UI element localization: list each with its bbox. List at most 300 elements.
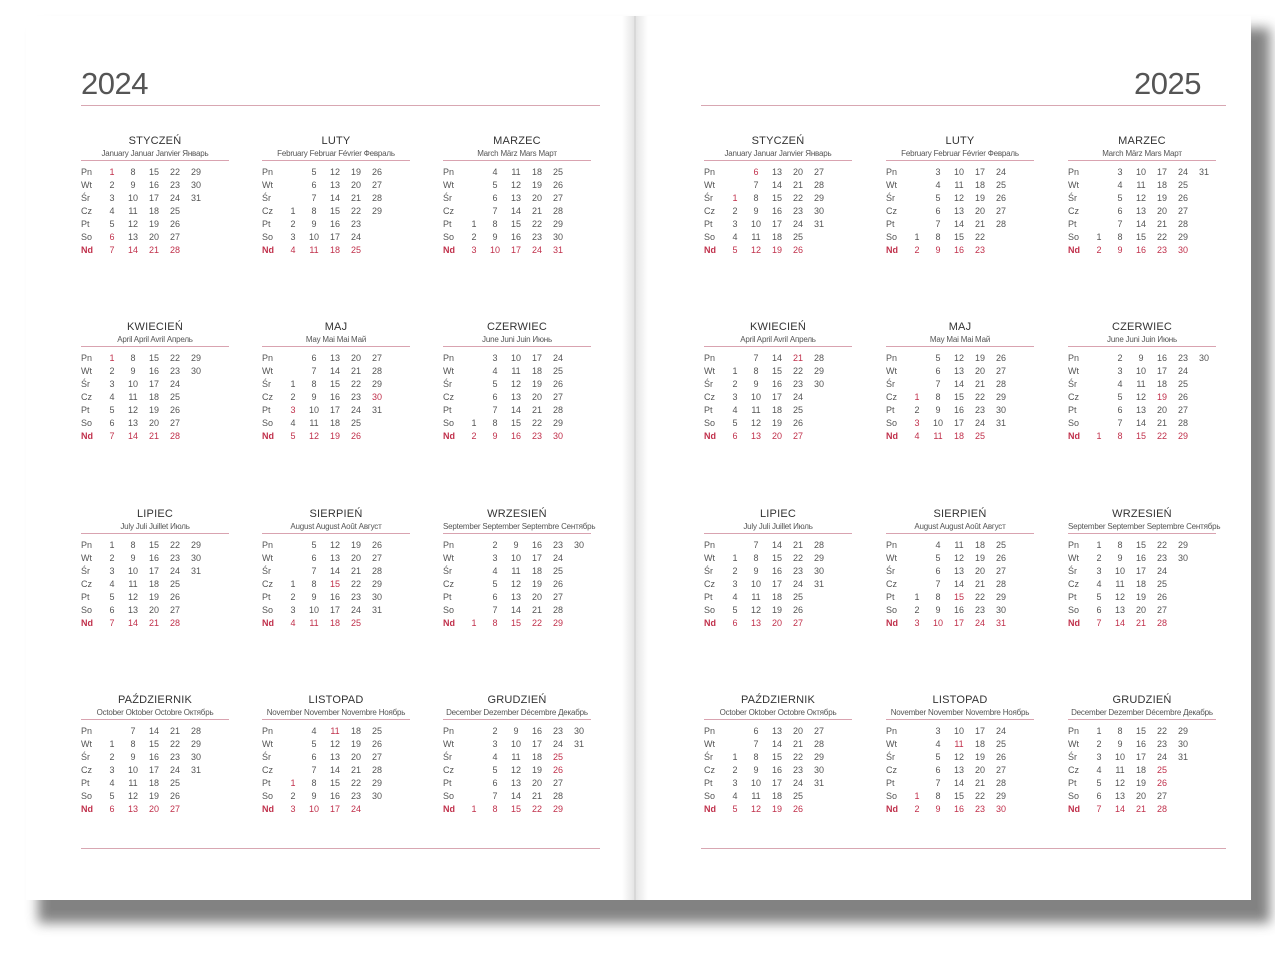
day-cell: 11 [511, 566, 521, 576]
weekday-label: Nd [1068, 804, 1080, 814]
day-cell: 14 [1135, 219, 1146, 229]
weekday-row [81, 379, 233, 392]
day-cell: 1 [471, 804, 477, 814]
day-cell: 17 [329, 804, 340, 814]
month-translations: July Juli Juillet Июль [743, 522, 813, 531]
day-cell: 2 [732, 566, 738, 576]
day-cell: 15 [510, 618, 521, 628]
day-cell: 25 [1156, 765, 1167, 775]
weekday-label: Cz [704, 579, 715, 589]
day-cell: 27 [813, 726, 824, 736]
weekday-label: So [81, 605, 93, 615]
day-cell: 23 [1156, 245, 1167, 255]
day-cell: 24 [1156, 752, 1167, 762]
day-cell: 21 [974, 219, 985, 229]
weekday-label: Śr [1068, 193, 1077, 203]
weekday-row [443, 219, 595, 232]
weekday-label: Nd [1068, 618, 1080, 628]
weekday-label: Cz [1068, 579, 1079, 589]
day-cell: 13 [750, 618, 761, 628]
day-cell: 20 [350, 553, 361, 563]
day-cell: 11 [1136, 180, 1146, 190]
day-cell: 8 [1117, 431, 1123, 441]
day-cell: 24 [350, 605, 361, 615]
day-cell: 27 [552, 392, 563, 402]
day-cell: 18 [1135, 765, 1146, 775]
day-cell: 7 [1096, 618, 1102, 628]
day-cell: 6 [1117, 405, 1123, 415]
day-cell: 3 [1096, 752, 1102, 762]
day-cell: 14 [127, 618, 138, 628]
day-cell: 11 [128, 579, 138, 589]
weekday-row [1068, 418, 1220, 431]
day-cell: 26 [169, 791, 180, 801]
weekday-label: Pn [704, 167, 716, 177]
day-cell: 25 [1177, 180, 1188, 190]
day-cell: 29 [1177, 431, 1188, 441]
day-cell: 30 [995, 405, 1006, 415]
weekday-row [81, 193, 233, 206]
day-cell: 21 [531, 405, 542, 415]
day-cell: 19 [1156, 193, 1167, 203]
weekday-label: Cz [704, 392, 715, 402]
day-cell: 1 [1096, 726, 1102, 736]
day-cell: 22 [531, 418, 542, 428]
day-cell: 7 [109, 245, 115, 255]
day-cell: 20 [771, 431, 782, 441]
day-cell: 29 [190, 739, 201, 749]
weekday-label: Pt [443, 778, 452, 788]
month-rule [443, 533, 591, 534]
day-cell: 12 [750, 804, 761, 814]
day-cell: 24 [995, 726, 1006, 736]
day-cell: 12 [750, 245, 761, 255]
weekday-row [81, 592, 233, 605]
day-cell: 19 [531, 579, 542, 589]
day-cell: 19 [771, 605, 782, 615]
day-cell: 6 [311, 180, 317, 190]
day-cell: 28 [995, 778, 1006, 788]
day-cell: 25 [169, 579, 180, 589]
day-cell: 18 [974, 540, 985, 550]
weekday-row [1068, 765, 1220, 778]
day-cell: 15 [148, 540, 159, 550]
weekday-label: Pt [262, 592, 271, 602]
weekday-row [1068, 566, 1220, 579]
day-cell: 20 [531, 392, 542, 402]
weekday-label: Pn [81, 167, 93, 177]
day-cell: 28 [1156, 618, 1167, 628]
day-cell: 3 [935, 726, 941, 736]
day-cell: 15 [329, 379, 340, 389]
weekday-label: Wt [886, 180, 897, 190]
day-cell: 19 [974, 553, 985, 563]
day-cell: 15 [1135, 232, 1146, 242]
weekday-label: So [443, 791, 455, 801]
day-cell: 27 [995, 566, 1006, 576]
weekday-row [443, 366, 595, 379]
day-cell: 27 [552, 193, 563, 203]
day-cell: 6 [732, 618, 738, 628]
day-cell: 22 [169, 739, 180, 749]
weekday-row [704, 765, 856, 778]
day-cell: 14 [1114, 618, 1125, 628]
month-name: STYCZEŃ [128, 135, 182, 147]
month-translations: September September Septembre Сентябрь [1068, 522, 1221, 531]
day-cell: 15 [329, 206, 340, 216]
day-cell: 26 [995, 193, 1006, 203]
day-cell: 24 [792, 778, 803, 788]
weekday-label: Nd [262, 245, 274, 255]
day-cell: 25 [792, 791, 803, 801]
weekday-row [1068, 804, 1220, 817]
weekday-label: Pn [262, 540, 274, 550]
day-cell: 27 [995, 366, 1006, 376]
day-cell: 18 [531, 167, 542, 177]
day-cell: 20 [350, 752, 361, 762]
day-cell: 6 [732, 431, 738, 441]
day-cell: 3 [1117, 366, 1123, 376]
weekday-row [443, 791, 595, 804]
day-cell: 10 [750, 219, 761, 229]
weekday-row [262, 752, 414, 765]
day-cell: 6 [935, 765, 941, 775]
weekday-label: Cz [443, 765, 454, 775]
day-cell: 23 [350, 219, 361, 229]
day-cell: 24 [169, 193, 180, 203]
weekday-label: Pt [1068, 592, 1077, 602]
day-cell: 17 [1135, 752, 1146, 762]
day-cell: 22 [974, 232, 985, 242]
weekday-label: Pt [1068, 219, 1077, 229]
day-cell: 19 [974, 193, 985, 203]
day-cell: 9 [130, 180, 136, 190]
weekday-label: Cz [81, 765, 92, 775]
day-cell: 13 [329, 353, 340, 363]
day-cell: 5 [732, 804, 738, 814]
day-cell: 25 [169, 206, 180, 216]
day-cell: 29 [995, 791, 1006, 801]
weekday-label: Nd [443, 245, 455, 255]
day-cell: 12 [510, 579, 521, 589]
day-cell: 28 [552, 791, 563, 801]
weekday-row [704, 392, 856, 405]
day-cell: 19 [148, 791, 159, 801]
weekday-row [81, 540, 233, 553]
day-cell: 20 [974, 765, 985, 775]
weekday-row [443, 726, 595, 739]
weekday-row [704, 618, 856, 631]
weekday-row [1068, 605, 1220, 618]
day-cell: 14 [771, 353, 782, 363]
day-cell: 16 [148, 366, 159, 376]
day-cell: 17 [329, 405, 340, 415]
month-block [262, 321, 414, 451]
day-cell: 28 [190, 726, 201, 736]
day-cell: 24 [552, 739, 563, 749]
day-cell: 29 [552, 418, 563, 428]
weekday-label: Pt [81, 405, 90, 415]
day-cell: 10 [932, 618, 943, 628]
day-cell: 4 [732, 791, 738, 801]
day-cell: 6 [311, 353, 317, 363]
weekday-row [262, 579, 414, 592]
day-cell: 15 [148, 739, 159, 749]
day-cell: 14 [510, 405, 521, 415]
day-cell: 28 [371, 765, 382, 775]
weekday-label: Pt [704, 592, 713, 602]
weekday-label: Pn [262, 726, 274, 736]
weekday-row [886, 366, 1038, 379]
day-cell: 13 [127, 418, 138, 428]
weekday-label: Wt [704, 553, 715, 563]
month-rule [704, 160, 852, 161]
weekday-row [1068, 540, 1220, 553]
weekday-label: Pt [886, 219, 895, 229]
day-cell: 12 [1135, 193, 1146, 203]
day-cell: 3 [732, 579, 738, 589]
month-block [443, 321, 595, 451]
day-cell: 24 [995, 167, 1006, 177]
day-cell: 2 [914, 804, 920, 814]
weekday-row [1068, 553, 1220, 566]
weekday-row [886, 592, 1038, 605]
day-cell: 26 [552, 379, 563, 389]
day-cell: 2 [471, 232, 477, 242]
weekday-row [81, 791, 233, 804]
month-translations: October Oktober Octobre Октябрь [96, 708, 214, 717]
day-cell: 12 [750, 605, 761, 615]
day-cell: 22 [169, 167, 180, 177]
day-cell: 13 [510, 778, 521, 788]
day-cell: 26 [1177, 193, 1188, 203]
weekday-label: Nd [1068, 431, 1080, 441]
day-cell: 12 [329, 540, 340, 550]
day-cell: 2 [290, 791, 296, 801]
weekday-row [81, 245, 233, 258]
day-cell: 13 [1114, 605, 1125, 615]
day-cell: 21 [974, 579, 985, 589]
day-cell: 4 [290, 245, 296, 255]
day-cell: 15 [771, 752, 782, 762]
day-cell: 29 [371, 778, 382, 788]
day-cell: 21 [792, 540, 803, 550]
day-cell: 28 [552, 405, 563, 415]
month-name: MARZEC [493, 135, 541, 147]
weekday-row [886, 245, 1038, 258]
day-cell: 5 [1117, 193, 1123, 203]
day-cell: 19 [1156, 392, 1167, 402]
weekday-label: Śr [704, 379, 713, 389]
day-cell: 27 [813, 167, 824, 177]
day-cell: 3 [732, 219, 738, 229]
weekday-row [886, 739, 1038, 752]
day-cell: 18 [329, 418, 340, 428]
weekday-row [1068, 167, 1220, 180]
weekday-label: So [1068, 605, 1080, 615]
day-cell: 17 [531, 353, 542, 363]
month-rule [1068, 719, 1216, 720]
day-cell: 12 [750, 418, 761, 428]
weekday-label: Pn [81, 726, 93, 736]
day-cell: 2 [290, 392, 296, 402]
day-cell: 14 [953, 379, 964, 389]
day-cell: 8 [492, 219, 498, 229]
day-cell: 8 [311, 206, 317, 216]
weekday-row [443, 245, 595, 258]
day-cell: 21 [148, 431, 159, 441]
day-cell: 10 [510, 553, 521, 563]
day-cell: 8 [130, 167, 136, 177]
weekday-row [81, 765, 233, 778]
day-cell: 3 [914, 618, 920, 628]
day-cell: 30 [1177, 739, 1188, 749]
day-cell: 30 [190, 366, 201, 376]
weekday-label: Nd [262, 804, 274, 814]
day-cell: 11 [309, 245, 319, 255]
day-cell: 14 [510, 605, 521, 615]
day-cell: 12 [127, 405, 138, 415]
weekday-label: Śr [81, 193, 90, 203]
day-cell: 10 [953, 726, 964, 736]
day-cell: 19 [771, 418, 782, 428]
day-cell: 25 [371, 726, 382, 736]
day-cell: 19 [329, 431, 340, 441]
weekday-label: Wt [1068, 739, 1079, 749]
day-cell: 7 [753, 353, 759, 363]
day-cell: 27 [995, 765, 1006, 775]
day-cell: 27 [1156, 605, 1167, 615]
day-cell: 27 [792, 431, 803, 441]
day-cell: 8 [1117, 726, 1123, 736]
day-cell: 26 [995, 752, 1006, 762]
day-cell: 17 [974, 167, 985, 177]
day-cell: 23 [1156, 739, 1167, 749]
day-cell: 21 [1135, 618, 1146, 628]
weekday-label: Wt [81, 366, 92, 376]
day-cell: 5 [311, 167, 317, 177]
day-cell: 25 [350, 245, 361, 255]
header-rule [701, 105, 1226, 106]
day-cell: 24 [350, 405, 361, 415]
day-cell: 24 [974, 618, 985, 628]
day-cell: 29 [1177, 726, 1188, 736]
month-rule [443, 719, 591, 720]
day-cell: 18 [771, 232, 782, 242]
day-cell: 11 [1115, 765, 1125, 775]
weekday-row [262, 193, 414, 206]
weekday-label: Pt [886, 778, 895, 788]
day-cell: 31 [371, 405, 382, 415]
day-cell: 18 [148, 206, 159, 216]
weekday-row [1068, 379, 1220, 392]
weekday-row [704, 553, 856, 566]
month-rule [262, 346, 410, 347]
day-cell: 13 [127, 232, 138, 242]
day-cell: 11 [511, 366, 521, 376]
day-cell: 1 [914, 592, 920, 602]
day-cell: 15 [329, 579, 340, 589]
month-block [262, 135, 414, 265]
day-cell: 25 [350, 418, 361, 428]
day-cell: 17 [148, 379, 159, 389]
day-cell: 12 [953, 353, 964, 363]
month-block [81, 508, 233, 638]
day-cell: 10 [750, 392, 761, 402]
weekday-row [886, 726, 1038, 739]
day-cell: 27 [371, 353, 382, 363]
day-cell: 21 [531, 791, 542, 801]
day-cell: 21 [792, 353, 803, 363]
day-cell: 9 [130, 366, 136, 376]
day-cell: 16 [531, 726, 542, 736]
day-cell: 5 [311, 540, 317, 550]
day-cell: 16 [148, 752, 159, 762]
day-cell: 17 [148, 566, 159, 576]
weekday-row [443, 752, 595, 765]
month-block [81, 135, 233, 265]
day-cell: 2 [914, 605, 920, 615]
day-cell: 6 [935, 366, 941, 376]
day-cell: 23 [792, 379, 803, 389]
weekday-row [704, 752, 856, 765]
day-cell: 25 [1156, 579, 1167, 589]
day-cell: 24 [169, 379, 180, 389]
month-name: SIERPIEŃ [309, 508, 363, 520]
day-cell: 22 [1156, 431, 1167, 441]
weekday-label: Śr [262, 566, 271, 576]
weekday-label: So [262, 418, 274, 428]
day-cell: 5 [732, 245, 738, 255]
day-cell: 30 [371, 791, 382, 801]
month-block [886, 135, 1038, 265]
day-cell: 21 [531, 605, 542, 615]
day-cell: 8 [492, 418, 498, 428]
day-cell: 3 [109, 765, 115, 775]
day-cell: 7 [1096, 804, 1102, 814]
weekday-label: So [443, 605, 455, 615]
month-name: LISTOPAD [308, 694, 364, 706]
month-block [1068, 508, 1220, 638]
day-cell: 16 [329, 791, 340, 801]
day-cell: 1 [914, 392, 920, 402]
day-cell: 8 [753, 752, 759, 762]
weekday-row [704, 206, 856, 219]
day-cell: 4 [914, 431, 920, 441]
day-cell: 27 [169, 418, 180, 428]
day-cell: 19 [350, 739, 361, 749]
weekday-label: Cz [704, 206, 715, 216]
day-cell: 14 [1114, 804, 1125, 814]
day-cell: 12 [1114, 592, 1125, 602]
weekday-label: Śr [886, 566, 895, 576]
month-name: MARZEC [1118, 135, 1166, 147]
day-cell: 16 [771, 206, 782, 216]
day-cell: 7 [935, 579, 941, 589]
day-cell: 6 [311, 553, 317, 563]
day-cell: 21 [169, 726, 180, 736]
day-cell: 9 [1138, 353, 1144, 363]
day-cell: 1 [914, 791, 920, 801]
calendar-spread [26, 16, 1251, 900]
day-cell: 21 [350, 366, 361, 376]
day-cell: 11 [954, 180, 964, 190]
day-cell: 4 [290, 418, 296, 428]
day-cell: 19 [771, 804, 782, 814]
day-cell: 28 [552, 206, 563, 216]
day-cell: 16 [953, 605, 964, 615]
day-cell: 25 [169, 392, 180, 402]
